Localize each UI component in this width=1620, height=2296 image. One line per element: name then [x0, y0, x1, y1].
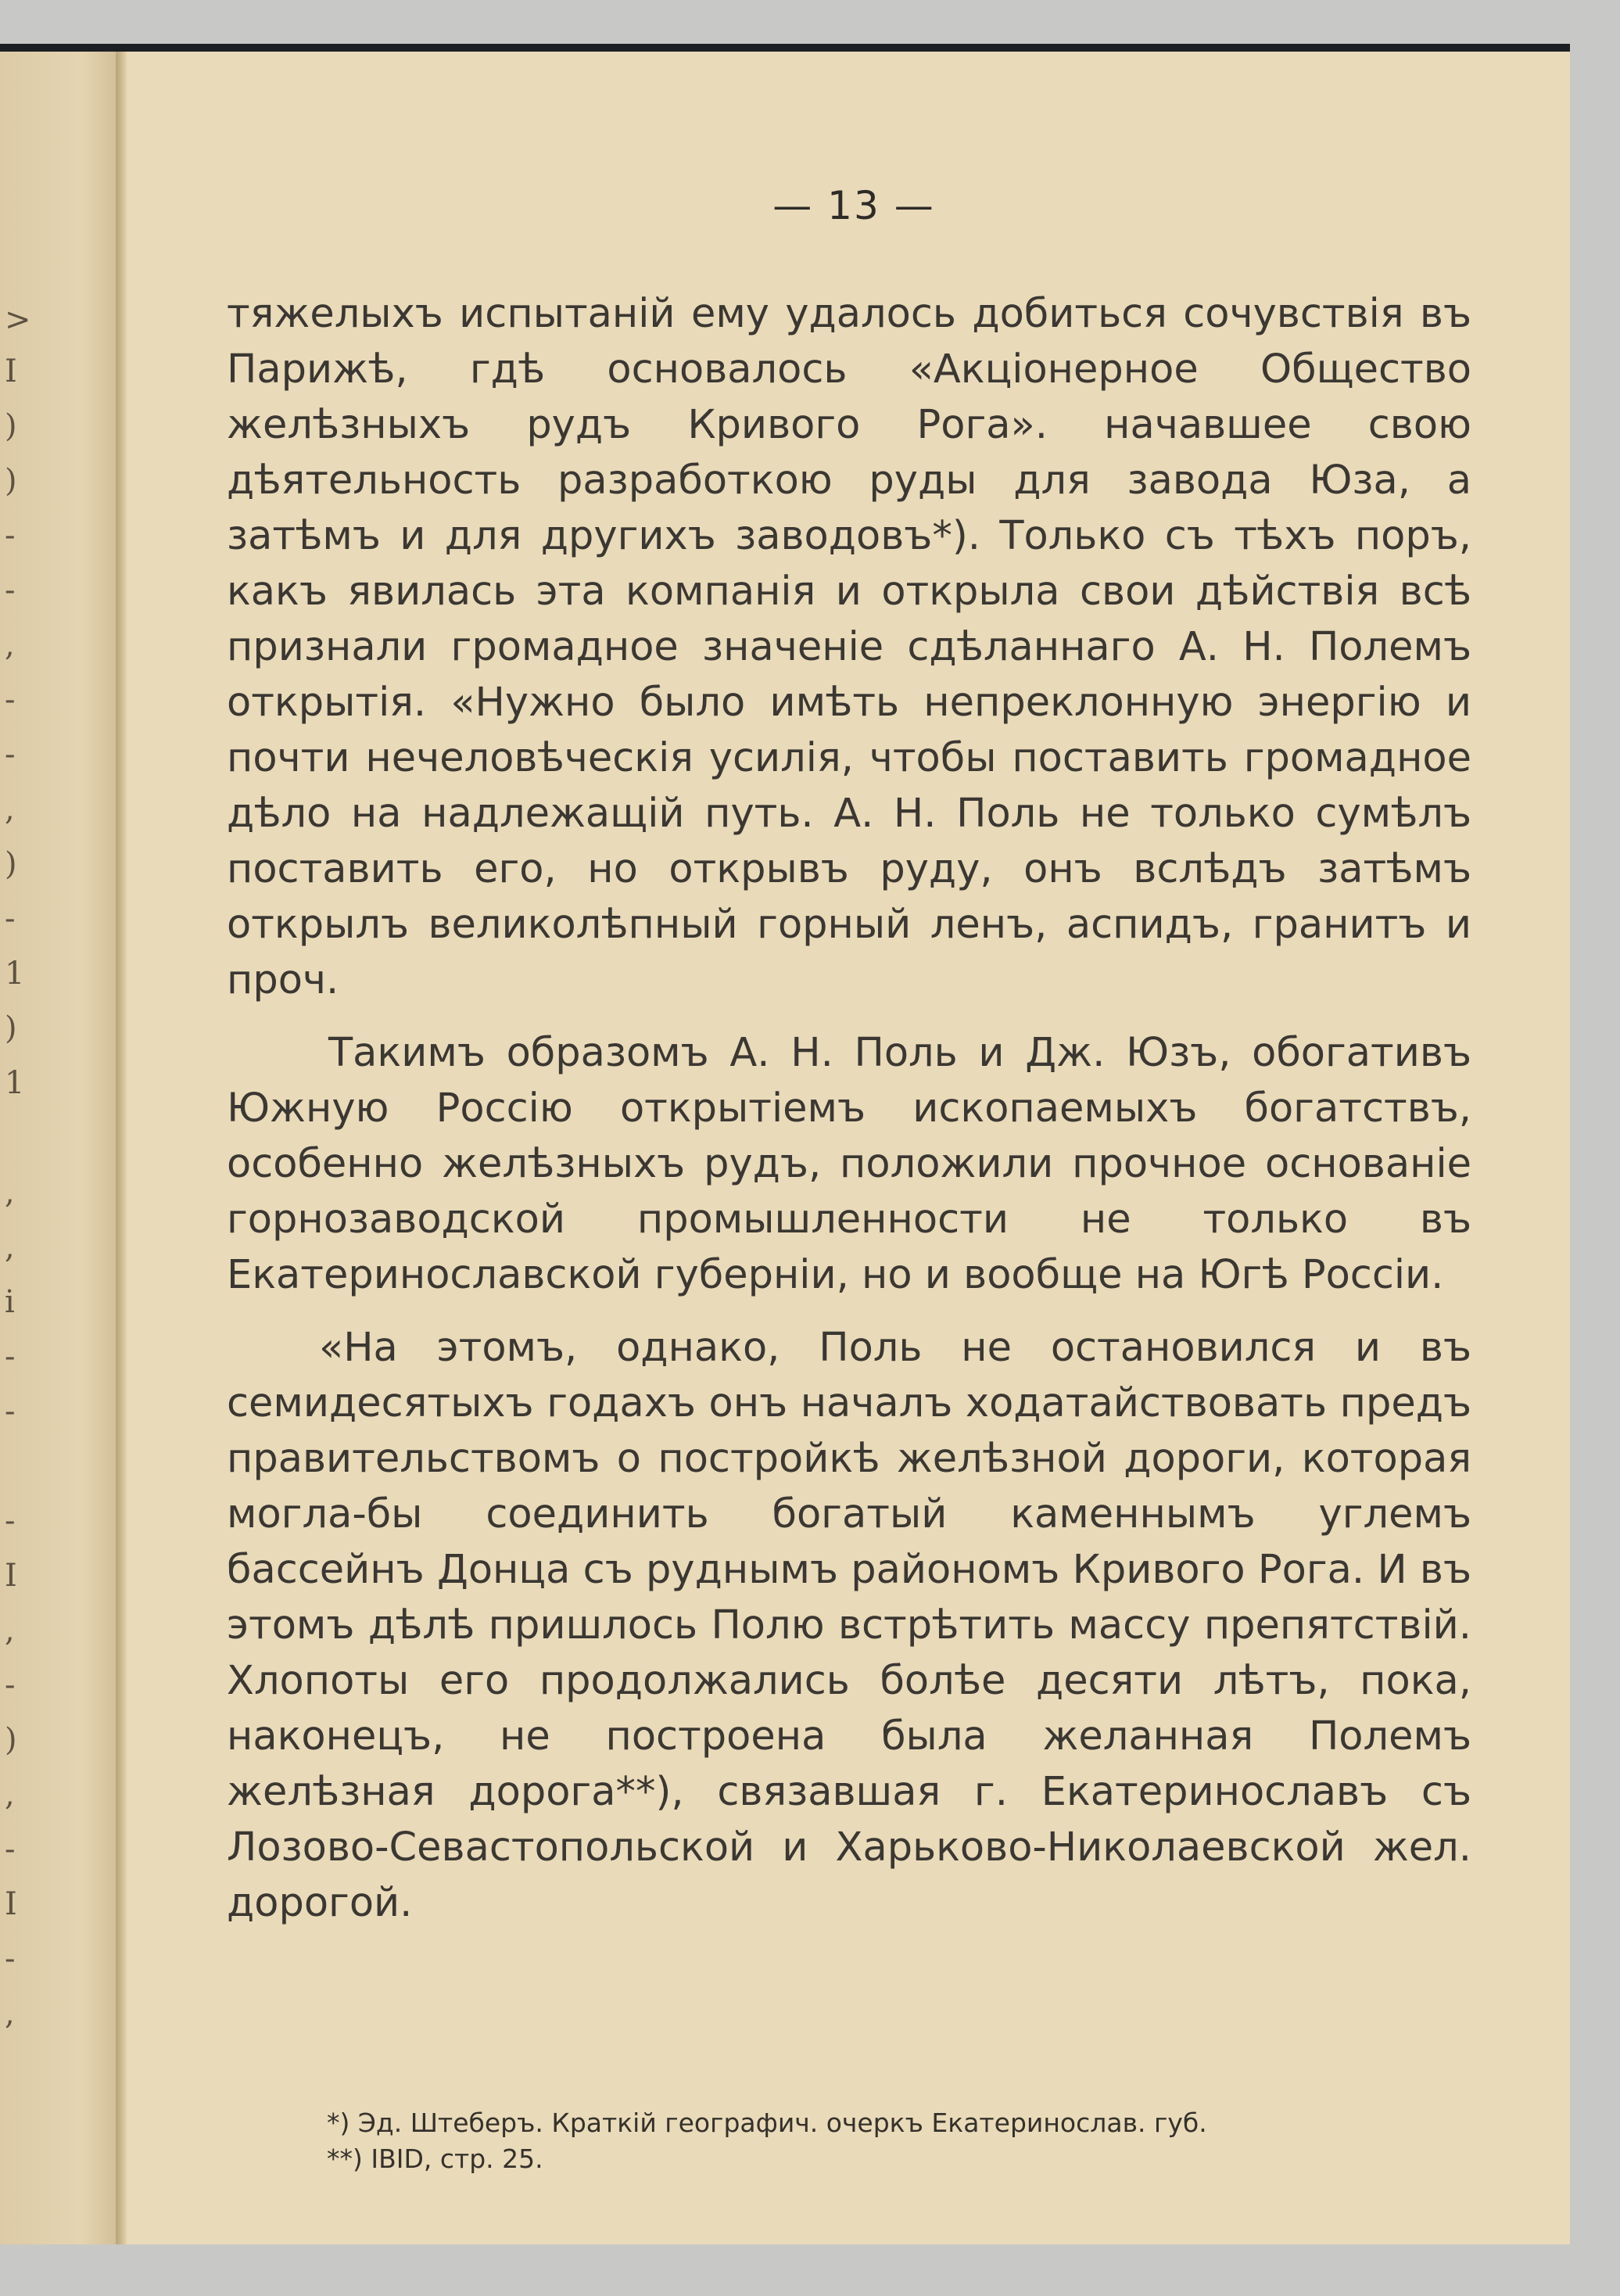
facing-page-glyph: - — [5, 1339, 16, 1375]
facing-page-glyph: ) — [5, 463, 17, 499]
facing-page-glyph: - — [5, 901, 16, 937]
page-number: — 13 — — [772, 183, 935, 228]
facing-page-glyph: - — [5, 518, 16, 554]
facing-page-glyph: 1 — [5, 1065, 25, 1101]
facing-page-glyph: I — [5, 353, 17, 389]
facing-page-glyph: , — [5, 1777, 15, 1813]
facing-page-glyph: - — [5, 572, 16, 608]
footnote: **) IBID, стр. 25. — [327, 2144, 543, 2174]
facing-page-glyph: , — [5, 1175, 15, 1211]
facing-page-glyph: ) — [5, 1722, 17, 1758]
page-body — [227, 286, 1471, 1931]
facing-page-glyph: - — [5, 1831, 16, 1867]
paragraph: «На этомъ, однако, Поль не остановился и въ семидесятыхъ годахъ онъ началъ ходатайствовать предъ правительствомъ о постройкѣ желѣзной дороги, которая могла-бы соединить богатый каменнымъ углемъ бассейнъ Донца съ руднымъ райономъ Кривого Рога. И въ этомъ дѣлѣ пришлось Полю встрѣтить массу препятствій. Хлопоты его продолжались болѣе десяти лѣтъ, пока, наконецъ, не построена была желанная Полемъ желѣзная дорога**), связавшая г. Екатеринославъ съ Лозово-Севастопольской и Харьково-Николаевской жел. дорогой. — [227, 1325, 1471, 1926]
footnote: *) Эд. Штеберъ. Краткій географич. очеркъ Екатеринослав. губ. — [327, 2108, 1207, 2138]
facing-page-glyph: ) — [5, 408, 17, 444]
facing-page-glyph: I — [5, 1558, 17, 1594]
facing-page-glyph: , — [5, 791, 15, 827]
facing-page-glyph: - — [5, 682, 16, 718]
facing-page-glyph: > — [5, 302, 31, 338]
facing-page-glyph: , — [5, 1229, 15, 1265]
facing-page-glyph: - — [5, 1503, 16, 1539]
footnotes — [327, 2105, 1468, 2177]
facing-page-edge — [0, 52, 117, 2244]
facing-page-glyph: , — [5, 1613, 15, 1648]
scanned-page-frame — [0, 44, 1570, 2244]
book-page — [127, 52, 1570, 2244]
paragraph: тяжелыхъ испытаній ему удалось добиться сочувствія въ Парижѣ, гдѣ основалось «Акціонерное Общество желѣзныхъ рудъ Кривого Рога». начавшее свою дѣятельность разработкою руды для завода Юза, а затѣмъ и для другихъ заводовъ*). Только съ тѣхъ поръ, какъ явилась эта компанія и открыла свои дѣйствія всѣ признали громадное значеніе сдѣланнаго А. Н. Полемъ открытія. «Нужно было имѣть непреклонную энергію и почти нечеловѣческія усилія, чтобы поставить громадное дѣло на надлежащій путь. А. Н. Поль не только сумѣлъ поставить его, но открывъ руду, онъ вслѣдъ затѣмъ открылъ великолѣпный горный ленъ, аспидъ, гранитъ и проч. — [227, 291, 1471, 1003]
facing-page-glyph: 1 — [5, 956, 25, 992]
facing-page-glyph: I — [5, 1886, 17, 1922]
facing-page-glyph: - — [5, 1941, 16, 1977]
facing-page-glyph: - — [5, 737, 16, 773]
paragraph: Такимъ образомъ А. Н. Поль и Дж. Юзъ, обогативъ Южную Россію открытіемъ ископаемыхъ богатствъ, особенно желѣзныхъ рудъ, положили прочное основаніе горнозаводской промышленности не только въ Екатеринославской губерніи, но и вообще на Югѣ Россіи. — [227, 1030, 1471, 1298]
facing-page-glyph: ) — [5, 846, 17, 882]
book-gutter — [116, 52, 127, 2244]
facing-page-glyph: - — [5, 1394, 16, 1430]
facing-page-glyph: i — [5, 1284, 15, 1320]
facing-page-glyph: , — [5, 627, 15, 663]
facing-page-glyph: ) — [5, 1010, 17, 1046]
facing-page-glyph: , — [5, 1996, 15, 2032]
facing-page-glyph: - — [5, 1667, 16, 1703]
